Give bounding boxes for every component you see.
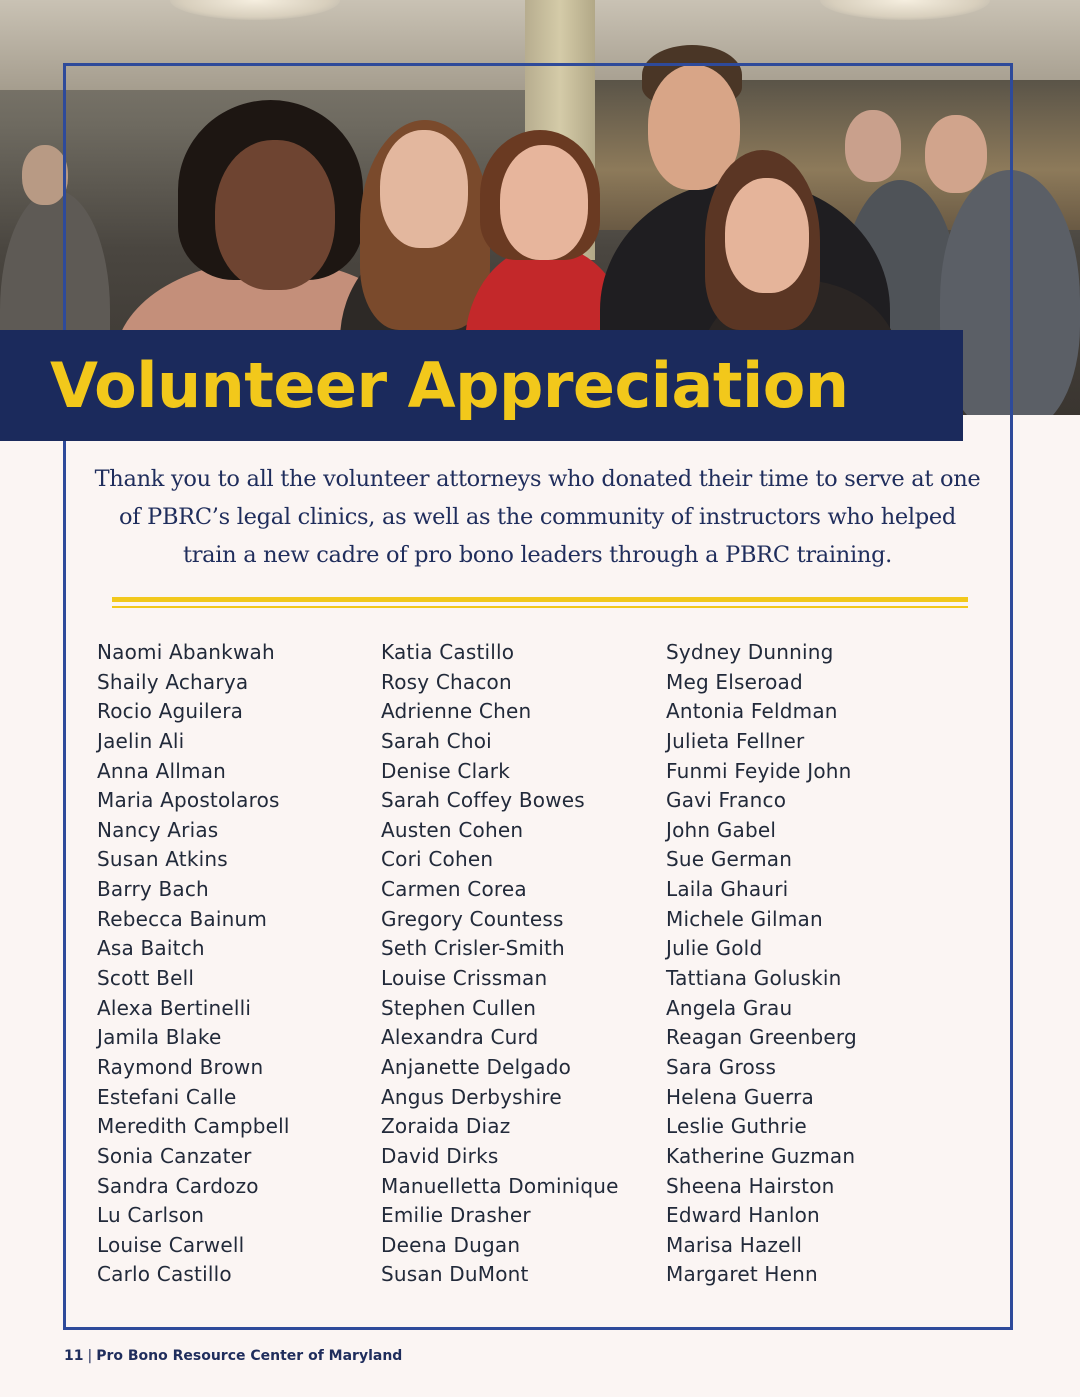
volunteer-name: Katherine Guzman: [666, 1143, 856, 1168]
volunteer-name: Susan DuMont: [381, 1262, 529, 1287]
person-5-face: [725, 178, 809, 293]
volunteer-name: Katia Castillo: [381, 640, 515, 664]
volunteer-name: Tattiana Goluskin: [666, 966, 842, 991]
volunteer-name: Sara Gross: [666, 1054, 777, 1079]
volunteer-name: Austen Cohen: [381, 817, 524, 842]
volunteer-name: Jaelin Ali: [97, 728, 185, 753]
volunteer-name: Seth Crisler-Smith: [381, 936, 565, 961]
volunteer-name: Michele Gilman: [666, 906, 823, 931]
gold-divider: [112, 597, 968, 610]
volunteer-name: Maria Apostolaros: [97, 788, 280, 813]
volunteer-name: Louise Crissman: [381, 966, 548, 991]
volunteer-name: Leslie Guthrie: [666, 1114, 807, 1139]
background-person-head: [925, 115, 987, 193]
volunteer-name: John Gabel: [666, 817, 777, 842]
volunteer-name: Edward Hanlon: [666, 1203, 820, 1228]
volunteer-name: Meredith Campbell: [97, 1114, 290, 1139]
volunteer-name: Julie Gold: [666, 936, 763, 961]
volunteer-name: Louise Carwell: [97, 1232, 245, 1257]
volunteer-name: Estefani Calle: [97, 1084, 237, 1109]
volunteer-name: Alexandra Curd: [381, 1025, 539, 1050]
volunteer-name: Angus Derbyshire: [381, 1084, 562, 1109]
names-column-1: [97, 638, 290, 1290]
volunteer-name: David Dirks: [381, 1143, 499, 1168]
volunteer-name: Naomi Abankwah: [97, 640, 275, 664]
names-column-2: [381, 638, 619, 1290]
volunteer-name: Sarah Coffey Bowes: [381, 788, 585, 813]
volunteer-name: Denise Clark: [381, 758, 511, 783]
volunteer-name: Rocio Aguilera: [97, 699, 244, 724]
volunteer-name: Deena Dugan: [381, 1232, 521, 1257]
volunteer-name: Sonia Canzater: [97, 1143, 252, 1168]
volunteer-name: Carmen Corea: [381, 877, 527, 902]
volunteer-name: Margaret Henn: [666, 1262, 818, 1287]
volunteer-name: Cori Cohen: [381, 847, 494, 872]
volunteer-name: Barry Bach: [97, 877, 209, 902]
footer-separator: |: [87, 1348, 93, 1364]
person-3-face: [500, 145, 588, 260]
intro-paragraph: Thank you to all the volunteer attorneys who donated their time to serve at one of PBRC’s legal clinics, as well as the community of instructors who helped train a new cadre of pro bono leaders through a PBRC training.: [94, 466, 981, 568]
person-2-face: [380, 130, 468, 248]
volunteer-name: Sarah Choi: [381, 728, 492, 753]
volunteer-name: Gavi Franco: [666, 788, 787, 813]
volunteer-name: Julieta Fellner: [666, 728, 805, 753]
volunteer-name: Funmi Feyide John: [666, 758, 852, 783]
volunteer-name: Helena Guerra: [666, 1084, 814, 1109]
volunteer-name: Gregory Countess: [381, 906, 564, 931]
volunteer-name: Sheena Hairston: [666, 1173, 835, 1198]
volunteer-name: Emilie Drasher: [381, 1203, 531, 1228]
volunteer-name: Meg Elseroad: [666, 669, 803, 694]
volunteer-name: Stephen Cullen: [381, 995, 537, 1020]
names-column-3: [666, 638, 857, 1290]
volunteer-name: Anna Allman: [97, 758, 227, 783]
volunteer-name: Shaily Acharya: [97, 669, 249, 694]
volunteer-name: Jamila Blake: [97, 1025, 222, 1050]
page-number: 11: [64, 1348, 84, 1364]
volunteer-name: Alexa Bertinelli: [97, 995, 252, 1020]
background-person-head: [845, 110, 901, 182]
page-title: Volunteer Appreciation: [50, 349, 849, 422]
volunteer-name: Angela Grau: [666, 995, 793, 1020]
volunteer-name: Laila Ghauri: [666, 877, 789, 902]
volunteer-name: Susan Atkins: [97, 847, 228, 872]
org-name: Pro Bono Resource Center of Maryland: [96, 1348, 403, 1364]
volunteer-name: Rosy Chacon: [381, 669, 512, 694]
volunteer-name: Zoraida Diaz: [381, 1114, 511, 1139]
volunteer-name: Carlo Castillo: [97, 1262, 232, 1287]
volunteer-name: Anjanette Delgado: [381, 1054, 572, 1079]
divider-thick-line: [112, 597, 968, 602]
volunteer-name: Marisa Hazell: [666, 1232, 803, 1257]
volunteer-name: Sandra Cardozo: [97, 1173, 259, 1198]
volunteer-name: Scott Bell: [97, 966, 195, 991]
volunteer-name: Reagan Greenberg: [666, 1025, 857, 1050]
volunteer-name: Antonia Feldman: [666, 699, 838, 724]
page-footer: [64, 1348, 402, 1364]
volunteer-name: Nancy Arias: [97, 817, 219, 842]
divider-thin-line: [112, 606, 968, 608]
volunteer-name: Raymond Brown: [97, 1054, 264, 1079]
person-1-face: [215, 140, 335, 290]
volunteer-name: Adrienne Chen: [381, 699, 532, 724]
volunteer-name: Sydney Dunning: [666, 640, 834, 664]
background-person-head: [22, 145, 68, 205]
volunteer-name: Lu Carlson: [97, 1203, 205, 1228]
volunteer-name: Asa Baitch: [97, 936, 205, 961]
volunteer-name: Sue German: [666, 847, 793, 872]
volunteer-name: Manuelletta Dominique: [381, 1173, 619, 1198]
volunteer-name: Rebecca Bainum: [97, 906, 268, 931]
